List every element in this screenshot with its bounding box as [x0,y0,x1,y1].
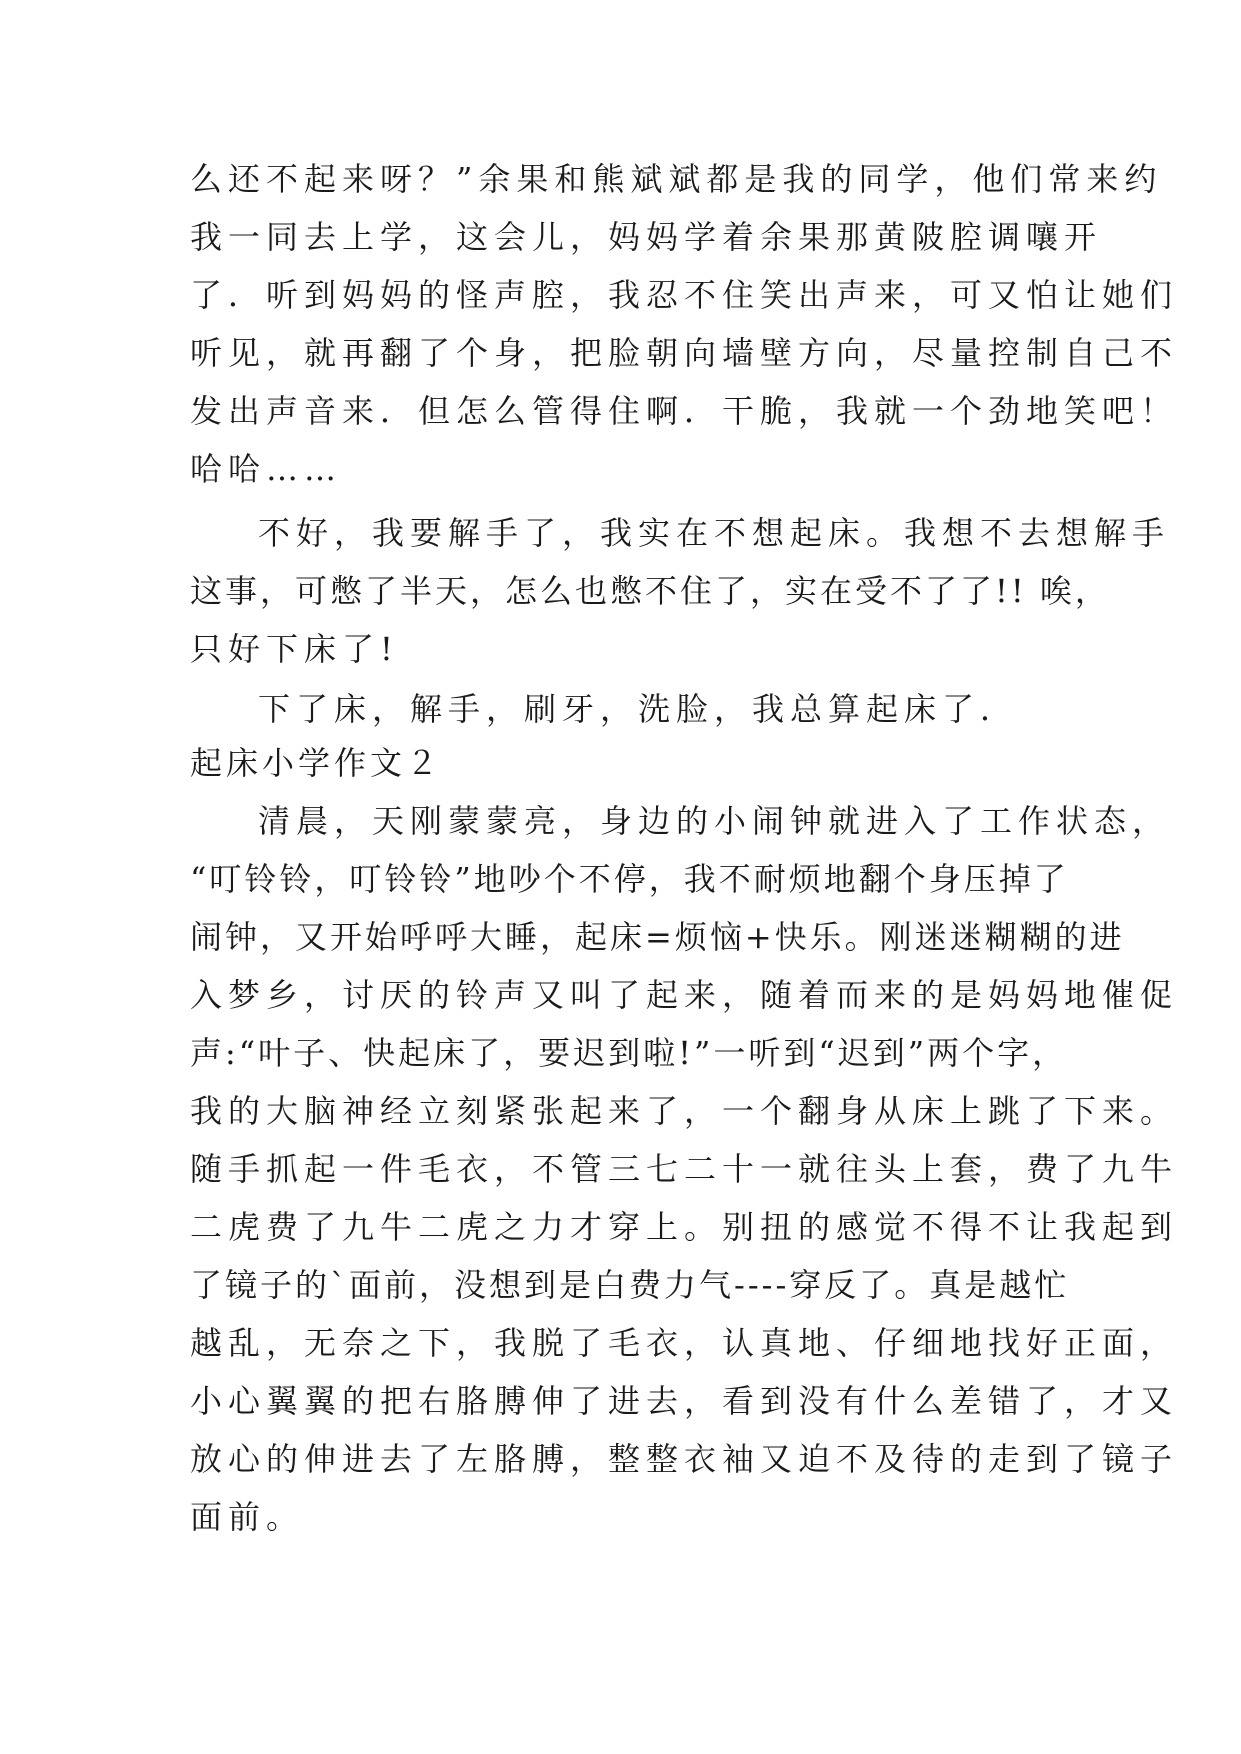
paragraph-4 [190,792,1179,1546]
text-line: 入梦乡，讨厌的铃声又叫了起来，随着而来的是妈妈地催促 [190,976,1179,1014]
text-line: 么还不起来呀？”余果和熊斌斌都是我的同学，他们常来约 [190,160,1163,198]
text-line: 面前。 [190,1498,305,1536]
text-line: 下了床，解手，刷牙，洗脸，我总算起床了． [258,690,1019,728]
text-line: 哈哈…… [190,450,343,488]
text-line: 发出声音来．但怎么管得住啊．干脆，我就一个劲地笑吧！ [190,392,1179,430]
paragraph-2 [190,504,1171,678]
text-line: 小心翼翼的把右胳膊伸了进去，看到没有什么差错了，才又 [190,1382,1179,1420]
text-line: 不好，我要解手了，我实在不想起床。我想不去想解手 [258,514,1171,552]
text-line: 放心的伸进去了左胳膊，整整衣袖又迫不及待的走到了镜子 [190,1440,1179,1478]
section-title: 起床小学作文２ [190,744,443,782]
text-line: 随手抓起一件毛衣，不管三七二十一就往头上套，费了九牛 [190,1150,1179,1188]
text-line: 这事，可憋了半天，怎么也憋不住了，实在受不了了!! 唉， [190,572,1110,610]
text-line: “叮铃铃，叮铃铃”地吵个不停，我不耐烦地翻个身压掉了 [190,860,1069,898]
text-line: 闹钟，又开始呼呼大睡，起床=烦恼+快乐。刚迷迷糊糊的进 [190,918,1125,956]
text-line: 了镜子的`面前，没想到是白费力气----穿反了。真是越忙 [190,1266,1070,1304]
text-line: 听见，就再翻了个身，把脸朝向墙壁方向，尽量控制自己不 [190,334,1179,372]
text-line: 清晨，天刚蒙蒙亮，身边的小闹钟就进入了工作状态， [258,802,1171,840]
text-line: 只好下床了! [190,630,399,668]
text-line: 我一同去上学，这会儿，妈妈学着余果那黄陂腔调嚷开 [190,218,1103,256]
text-line: 我的大脑神经立刻紧张起来了，一个翻身从床上跳了下来。 [190,1092,1179,1130]
text-line: 声:“叶子、快起床了，要迟到啦!”一听到“迟到”两个字， [190,1034,1068,1072]
paragraph-1 [190,150,1179,498]
document-page [190,150,1179,1546]
text-line: 越乱，无奈之下，我脱了毛衣，认真地、仔细地找好正面， [190,1324,1179,1362]
text-line: 了．听到妈妈的怪声腔，我忍不住笑出声来，可又怕让她们 [190,276,1179,314]
paragraph-3 [190,684,1070,734]
text-line: 二虎费了九牛二虎之力才穿上。别扭的感觉不得不让我起到 [190,1208,1179,1246]
